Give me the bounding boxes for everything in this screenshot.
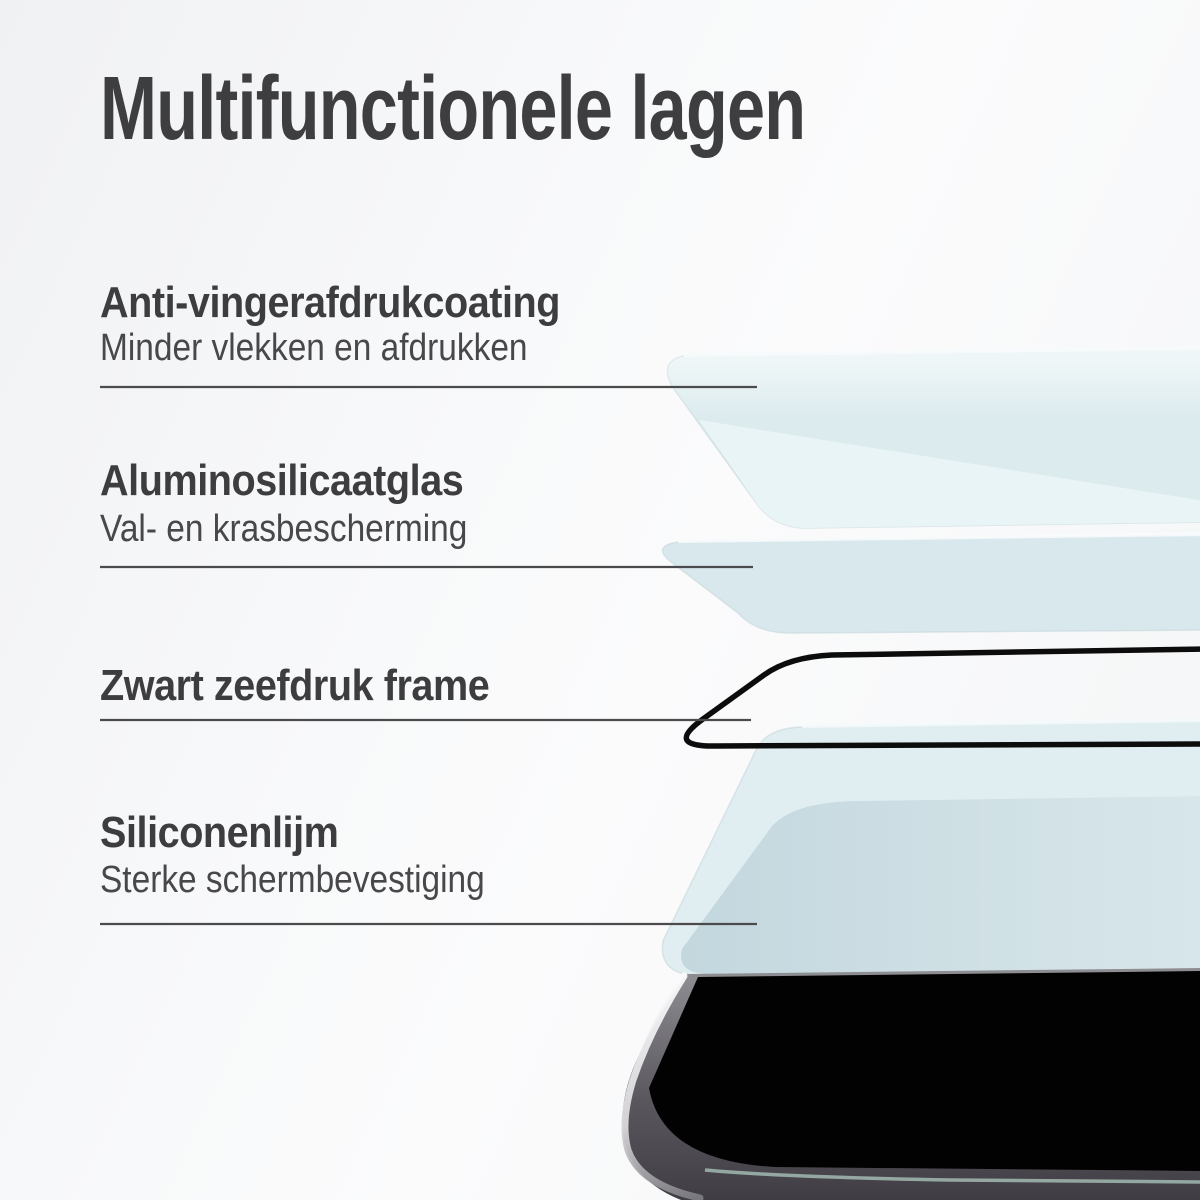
glass-layer-anti-fingerprint-gloss <box>667 349 1200 528</box>
label-frame-heading: Zwart zeefdruk frame <box>100 661 490 710</box>
page-title: Multifunctionele lagen <box>100 59 806 159</box>
device-screen <box>649 971 1200 1171</box>
label-anti-fingerprint-heading: Anti-vingerafdrukcoating <box>100 278 561 327</box>
glass-layer-aluminosilicate <box>662 535 1200 633</box>
label-anti-fingerprint-subheading: Minder vlekken en afdrukken <box>100 327 528 369</box>
label-aluminosilicate-heading: Aluminosilicaatglas <box>100 456 464 505</box>
label-silicone-heading: Siliconenlijm <box>100 808 339 857</box>
label-silicone-subheading: Sterke schermbevestiging <box>100 859 485 901</box>
label-aluminosilicate-subheading: Val- en krasbescherming <box>100 508 468 550</box>
